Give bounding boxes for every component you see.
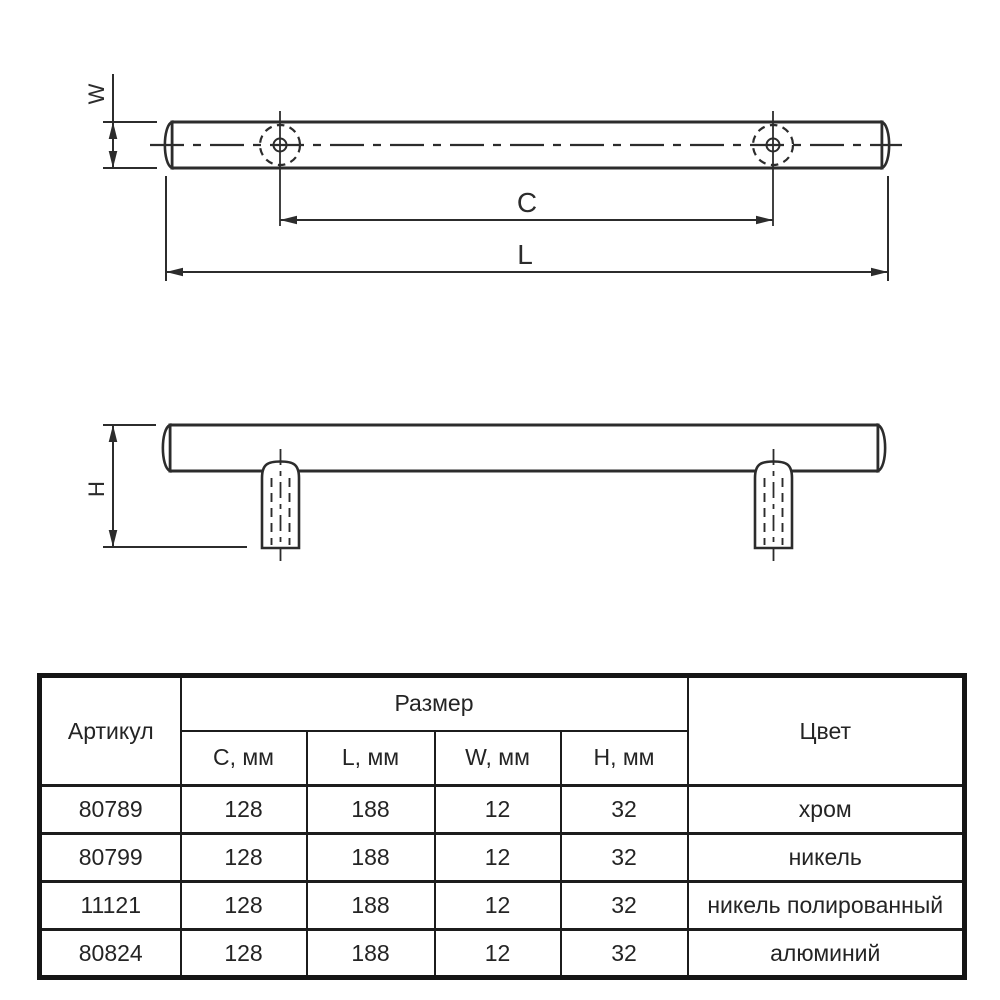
dimension-c <box>280 187 773 224</box>
header-l-mm: L, мм <box>307 731 435 786</box>
cell-h: 32 <box>561 834 688 882</box>
dim-label-l: L <box>517 239 533 270</box>
cell-h: 32 <box>561 786 688 834</box>
table-row <box>40 930 965 978</box>
arrowhead-right <box>756 216 773 225</box>
cell-l: 188 <box>307 930 435 978</box>
cell-color: никель <box>688 834 965 882</box>
mounting-post-right <box>755 449 792 561</box>
cell-article: 11121 <box>40 882 181 930</box>
cell-color: никель полированный <box>688 882 965 930</box>
header-w-mm: W, мм <box>435 731 561 786</box>
cell-l: 188 <box>307 786 435 834</box>
header-color: Цвет <box>688 676 965 786</box>
arrowhead-left <box>166 268 183 277</box>
dim-label-h: H <box>84 481 109 497</box>
spec-table <box>37 673 967 980</box>
cell-c: 128 <box>181 786 307 834</box>
arrowhead-down <box>109 151 118 168</box>
cell-article: 80824 <box>40 930 181 978</box>
cell-h: 32 <box>561 930 688 978</box>
cell-color: хром <box>688 786 965 834</box>
cell-w: 12 <box>435 786 561 834</box>
arrowhead-up <box>109 425 118 442</box>
cell-article: 80789 <box>40 786 181 834</box>
cell-w: 12 <box>435 882 561 930</box>
header-c-mm: C, мм <box>181 731 307 786</box>
header-row-group <box>40 676 965 731</box>
cell-l: 188 <box>307 882 435 930</box>
mounting-post-left <box>262 449 299 561</box>
cell-article: 80799 <box>40 834 181 882</box>
cell-c: 128 <box>181 882 307 930</box>
header-h-mm: H, мм <box>561 731 688 786</box>
table-row <box>40 882 965 930</box>
top-view <box>84 74 902 281</box>
header-article: Артикул <box>40 676 181 786</box>
header-size-group: Размер <box>181 676 688 731</box>
cell-color: алюминий <box>688 930 965 978</box>
dim-label-w: W <box>84 83 109 105</box>
cell-c: 128 <box>181 834 307 882</box>
cell-c: 128 <box>181 930 307 978</box>
bar-end-cap-right <box>878 425 885 471</box>
arrowhead-left <box>280 216 297 225</box>
cell-l: 188 <box>307 834 435 882</box>
dim-label-c: C <box>516 187 538 218</box>
table-row <box>40 786 965 834</box>
bar-end-cap-left <box>163 425 170 471</box>
arrowhead-right <box>871 268 888 277</box>
arrowhead-up <box>109 122 118 139</box>
cell-w: 12 <box>435 834 561 882</box>
spec-table-header <box>40 676 965 786</box>
cell-w: 12 <box>435 930 561 978</box>
table-row <box>40 834 965 882</box>
arrowhead-down <box>109 530 118 547</box>
side-view <box>84 425 885 561</box>
cell-h: 32 <box>561 882 688 930</box>
dimension-w <box>84 74 157 168</box>
spec-table-body <box>40 786 965 978</box>
